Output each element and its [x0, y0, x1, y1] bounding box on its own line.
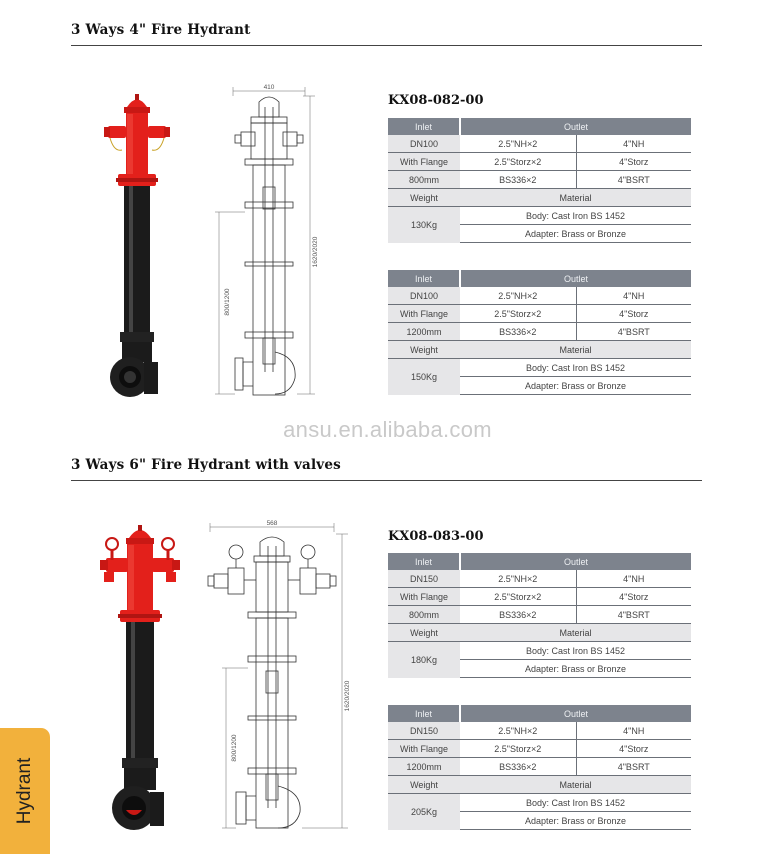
outlet-cell: 4"Storz [576, 153, 691, 171]
spec-table [388, 118, 691, 243]
outlet-header: Outlet [460, 553, 691, 570]
body-material: Body: Cast Iron BS 1452 [460, 642, 691, 660]
watermark: ansu.en.alibaba.com [283, 417, 492, 442]
technical-drawing [202, 516, 352, 834]
outlet-cell: 2.5"Storz×2 [460, 153, 576, 171]
adapter-material: Adapter: Brass or Bronze [460, 660, 691, 678]
inlet-cell: DN100 [388, 135, 460, 153]
outlet-cell: 2.5"NH×2 [460, 570, 576, 588]
material-label: Material [460, 776, 691, 794]
outlet-header: Outlet [460, 270, 691, 287]
width-dimension: 568 [266, 520, 278, 527]
weight-label: Weight [388, 189, 460, 207]
section-divider [71, 45, 702, 46]
inlet-cell: With Flange [388, 588, 460, 606]
material-label: Material [460, 624, 691, 642]
model-number: KX08-083-00 [388, 529, 484, 544]
weight-label: Weight [388, 341, 460, 359]
depth-dimension: 800/1200 [231, 734, 238, 762]
spec-table [388, 270, 691, 395]
body-material: Body: Cast Iron BS 1452 [460, 794, 691, 812]
category-tab [0, 728, 50, 854]
outlet-cell: 4"BSRT [576, 606, 691, 624]
inlet-cell: DN150 [388, 570, 460, 588]
depth-dimension: 800/1200 [224, 288, 231, 316]
height-dimension: 1620/2020 [344, 680, 351, 712]
outlet-cell: 4"NH [576, 287, 691, 305]
inlet-cell: DN150 [388, 722, 460, 740]
outlet-header: Outlet [460, 705, 691, 722]
section-title: 3 Ways 4" Fire Hydrant [71, 22, 251, 38]
outlet-cell: 4"BSRT [576, 323, 691, 341]
material-label: Material [460, 341, 691, 359]
outlet-cell: 4"BSRT [576, 758, 691, 776]
outlet-cell: 4"BSRT [576, 171, 691, 189]
inlet-cell: With Flange [388, 153, 460, 171]
inlet-cell: With Flange [388, 740, 460, 758]
adapter-material: Adapter: Brass or Bronze [460, 377, 691, 395]
inlet-cell: 1200mm [388, 758, 460, 776]
inlet-header: Inlet [388, 270, 460, 287]
outlet-cell: 2.5"Storz×2 [460, 588, 576, 606]
weight-label: Weight [388, 776, 460, 794]
inlet-header: Inlet [388, 553, 460, 570]
outlet-cell: 4"NH [576, 135, 691, 153]
section-divider [71, 480, 702, 481]
outlet-cell: 4"Storz [576, 588, 691, 606]
hydrant-photo [100, 92, 175, 402]
adapter-material: Adapter: Brass or Bronze [460, 812, 691, 830]
body-material: Body: Cast Iron BS 1452 [460, 359, 691, 377]
outlet-cell: 2.5"Storz×2 [460, 305, 576, 323]
outlet-cell: 2.5"NH×2 [460, 135, 576, 153]
weight-value: 130Kg [388, 207, 460, 243]
outlet-cell: BS336×2 [460, 171, 576, 189]
outlet-cell: 4"Storz [576, 740, 691, 758]
section-title: 3 Ways 6" Fire Hydrant with valves [71, 457, 341, 473]
outlet-cell: 2.5"NH×2 [460, 287, 576, 305]
outlet-cell: 2.5"NH×2 [460, 722, 576, 740]
inlet-cell: 1200mm [388, 323, 460, 341]
inlet-header: Inlet [388, 118, 460, 135]
body-material: Body: Cast Iron BS 1452 [460, 207, 691, 225]
spec-table [388, 705, 691, 830]
outlet-cell: 4"NH [576, 722, 691, 740]
width-dimension: 410 [263, 84, 275, 91]
outlet-cell: BS336×2 [460, 323, 576, 341]
adapter-material: Adapter: Brass or Bronze [460, 225, 691, 243]
outlet-cell: 2.5"Storz×2 [460, 740, 576, 758]
inlet-cell: DN100 [388, 287, 460, 305]
weight-value: 205Kg [388, 794, 460, 830]
inlet-header: Inlet [388, 705, 460, 722]
model-number: KX08-082-00 [388, 93, 484, 108]
outlet-cell: 4"NH [576, 570, 691, 588]
inlet-cell: With Flange [388, 305, 460, 323]
weight-value: 180Kg [388, 642, 460, 678]
spec-table [388, 553, 691, 678]
height-dimension: 1620/2020 [312, 236, 319, 268]
technical-drawing [205, 82, 325, 400]
inlet-cell: 800mm [388, 606, 460, 624]
outlet-cell: BS336×2 [460, 606, 576, 624]
weight-value: 150Kg [388, 359, 460, 395]
outlet-cell: 4"Storz [576, 305, 691, 323]
outlet-header: Outlet [460, 118, 691, 135]
weight-label: Weight [388, 624, 460, 642]
outlet-cell: BS336×2 [460, 758, 576, 776]
material-label: Material [460, 189, 691, 207]
inlet-cell: 800mm [388, 171, 460, 189]
hydrant-photo [90, 522, 190, 840]
category-tab-label: Hydrant [14, 757, 35, 825]
